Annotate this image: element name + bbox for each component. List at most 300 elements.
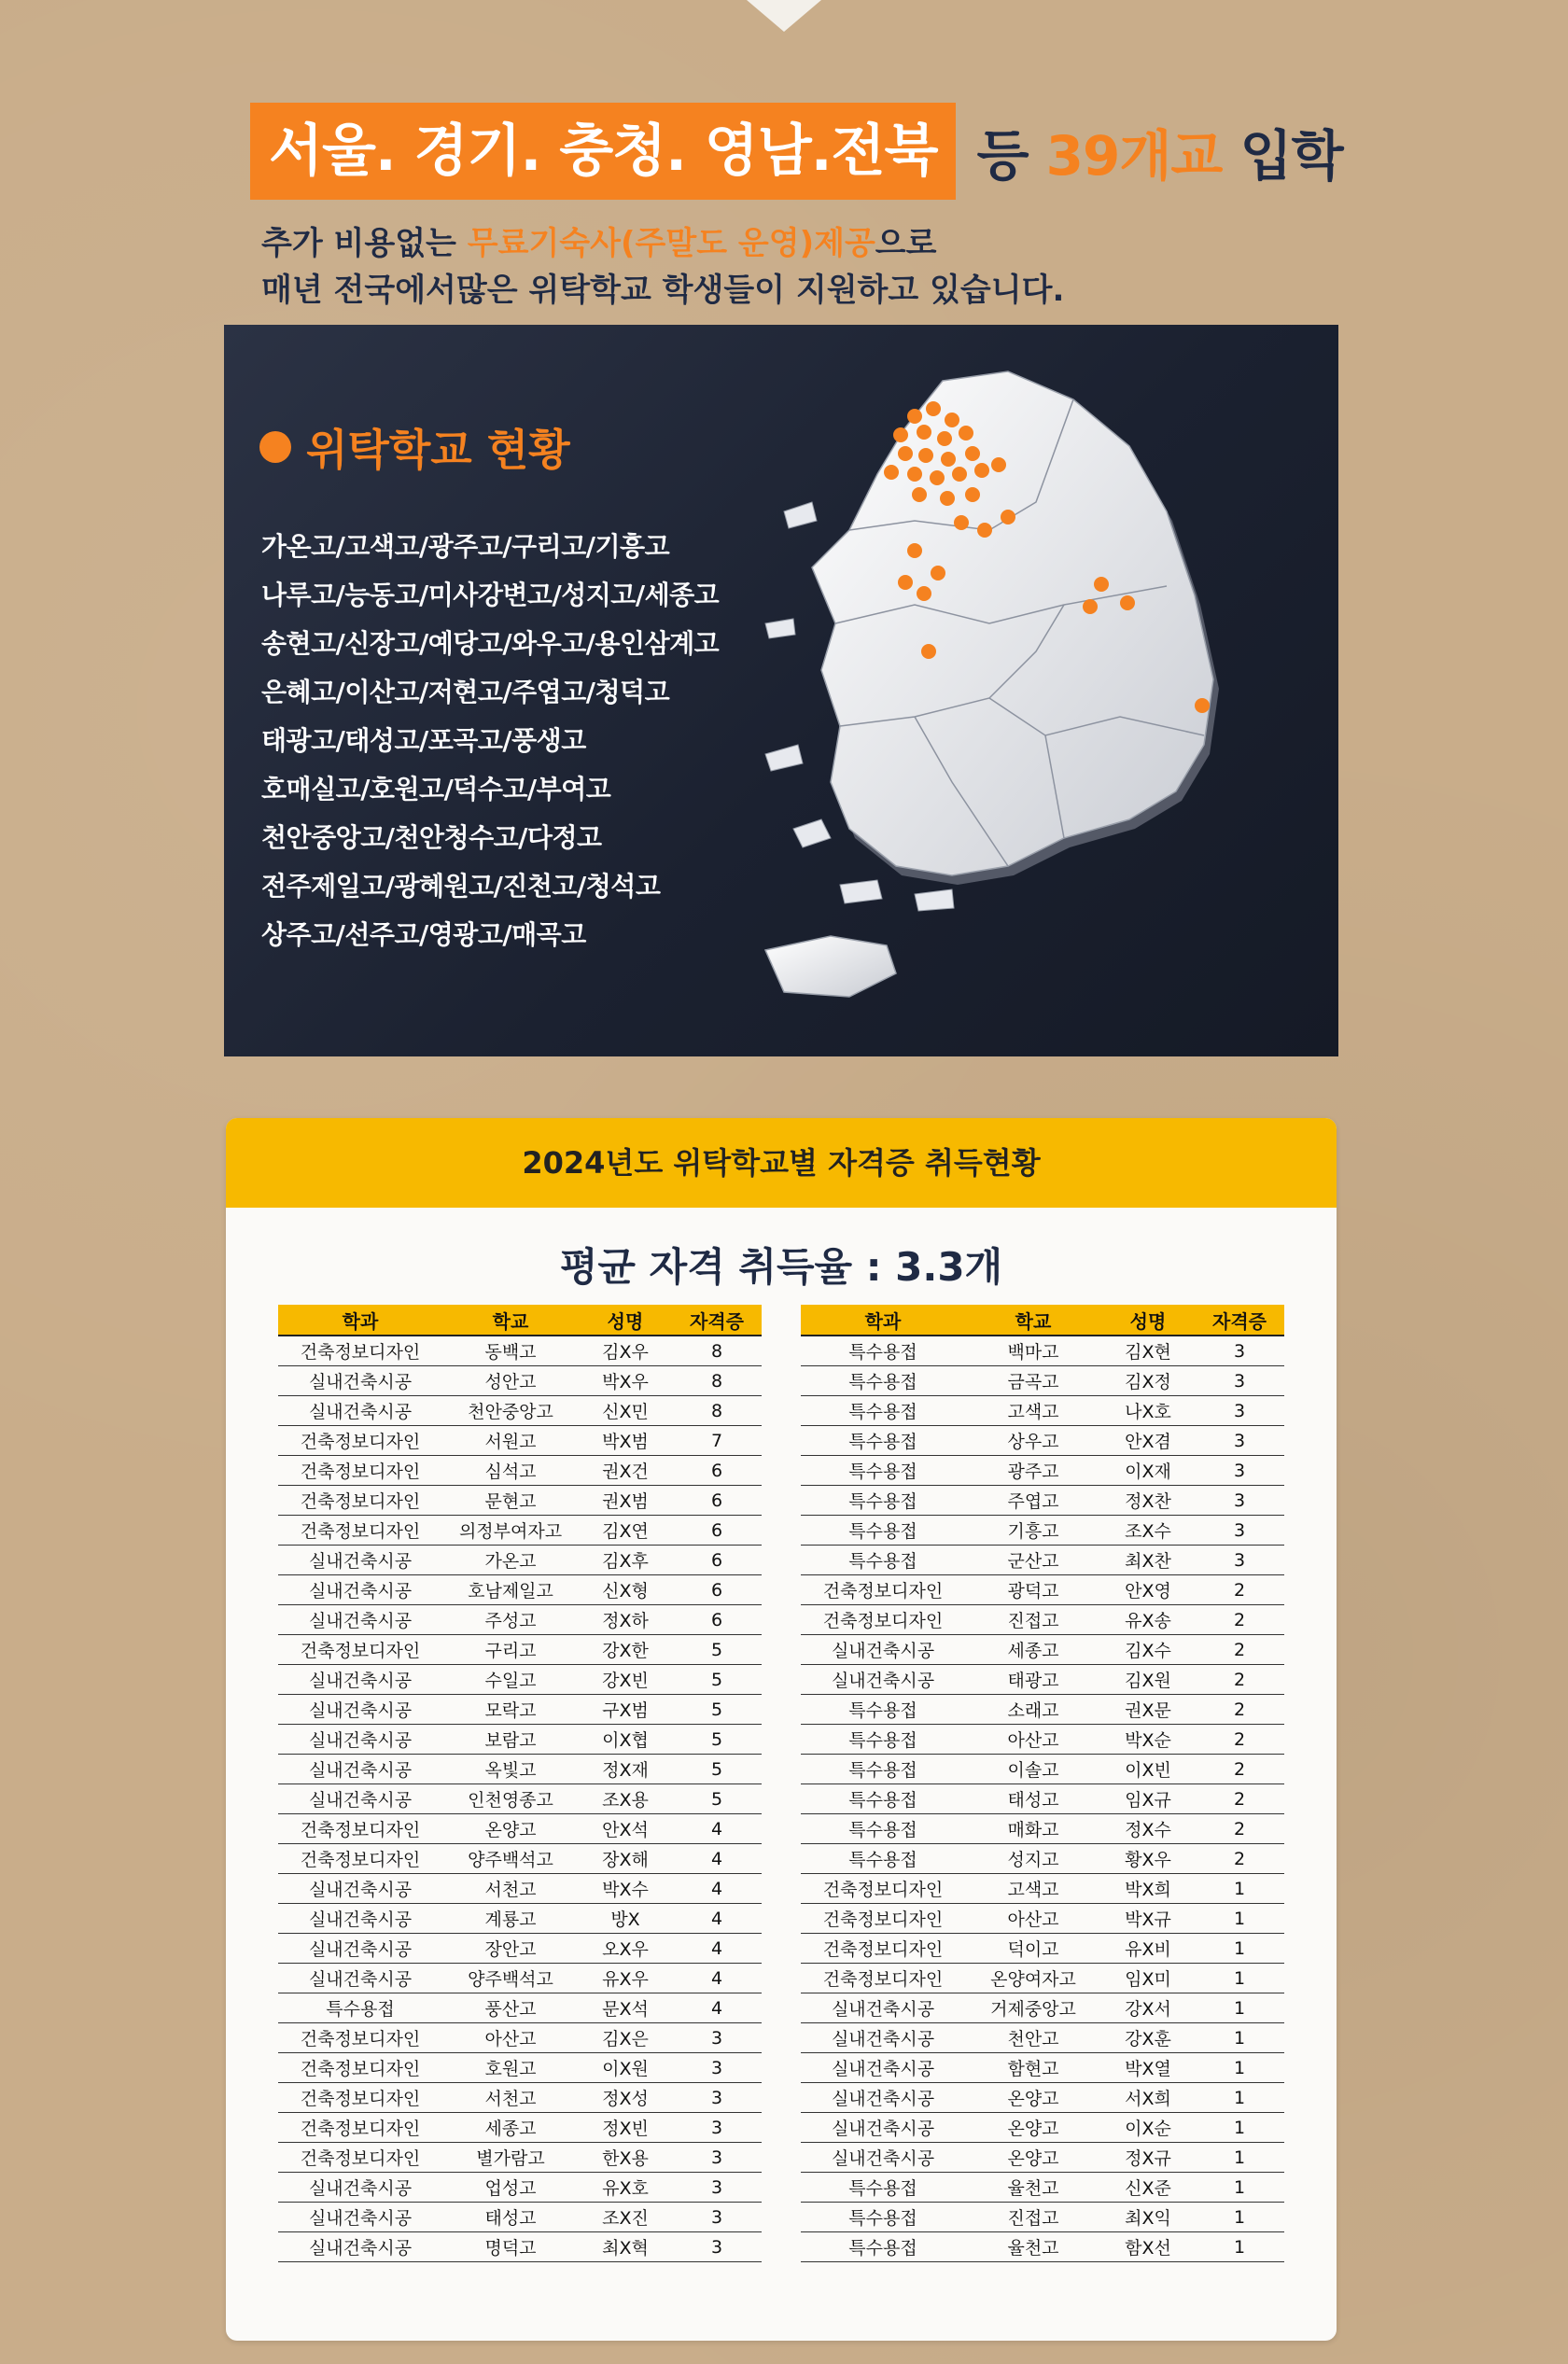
name-cell: 김X현 bbox=[1101, 1336, 1195, 1366]
school-cell: 기흥고 bbox=[965, 1516, 1101, 1546]
school-cell: 장안고 bbox=[442, 1934, 579, 1964]
table-row bbox=[278, 2113, 762, 2143]
cert-count-cell: 3 bbox=[672, 2023, 762, 2053]
name-cell: 이X협 bbox=[579, 1725, 672, 1755]
table-row bbox=[801, 1844, 1284, 1874]
dept-cell: 실내건축시공 bbox=[801, 2053, 965, 2083]
table-row bbox=[278, 2143, 762, 2173]
school-cell: 태성고 bbox=[965, 1784, 1101, 1814]
school-cell: 태광고 bbox=[965, 1665, 1101, 1695]
name-cell: 권X건 bbox=[579, 1456, 672, 1486]
school-cell: 호원고 bbox=[442, 2053, 579, 2083]
certificate-table-left bbox=[278, 1305, 762, 2262]
cert-count-cell: 1 bbox=[1195, 1993, 1284, 2023]
dept-cell: 특수용접 bbox=[801, 1426, 965, 1456]
name-cell: 유X송 bbox=[1101, 1605, 1195, 1635]
cert-count-cell: 7 bbox=[672, 1426, 762, 1456]
school-cell: 주성고 bbox=[442, 1605, 579, 1635]
table-row bbox=[801, 1575, 1284, 1605]
cert-count-cell: 3 bbox=[1195, 1336, 1284, 1366]
school-cell: 수일고 bbox=[442, 1665, 579, 1695]
cert-count-cell: 4 bbox=[672, 1964, 762, 1993]
school-cell: 금곡고 bbox=[965, 1366, 1101, 1396]
school-cell: 온양고 bbox=[442, 1814, 579, 1844]
bullet-dot-icon bbox=[259, 431, 291, 463]
school-list-line: 가온고/고색고/광주고/구리고/기흥고 bbox=[261, 531, 670, 562]
col-header-name: 성명 bbox=[579, 1305, 672, 1336]
col-header-certs: 자격증 bbox=[1195, 1305, 1284, 1336]
table-row bbox=[801, 2113, 1284, 2143]
dept-cell: 실내건축시공 bbox=[278, 1665, 442, 1695]
cert-count-cell: 3 bbox=[672, 2083, 762, 2113]
cert-count-cell: 6 bbox=[672, 1575, 762, 1605]
dept-cell: 특수용접 bbox=[801, 1486, 965, 1516]
name-cell: 유X우 bbox=[579, 1964, 672, 1993]
school-cell: 덕이고 bbox=[965, 1934, 1101, 1964]
school-cell: 옥빛고 bbox=[442, 1755, 579, 1784]
intro-line-1-a: 추가 비용없는 bbox=[261, 225, 468, 262]
headline-count: 39개교 bbox=[1045, 124, 1223, 188]
school-cell: 계룡고 bbox=[442, 1904, 579, 1934]
name-cell: 조X진 bbox=[579, 2203, 672, 2232]
school-cell: 거제중앙고 bbox=[965, 1993, 1101, 2023]
name-cell: 권X문 bbox=[1101, 1695, 1195, 1725]
name-cell: 조X용 bbox=[579, 1784, 672, 1814]
table-row bbox=[278, 1546, 762, 1575]
table-row bbox=[801, 2143, 1284, 2173]
dept-cell: 특수용접 bbox=[801, 1546, 965, 1575]
table-row bbox=[801, 1755, 1284, 1784]
name-cell: 김X은 bbox=[579, 2023, 672, 2053]
dept-cell: 실내건축시공 bbox=[278, 1546, 442, 1575]
school-cell: 광덕고 bbox=[965, 1575, 1101, 1605]
table-row bbox=[278, 1336, 762, 1366]
dept-cell: 건축정보디자인 bbox=[801, 1964, 965, 1993]
school-cell: 성지고 bbox=[965, 1844, 1101, 1874]
name-cell: 강X훈 bbox=[1101, 2023, 1195, 2053]
table-row bbox=[801, 2173, 1284, 2203]
name-cell: 정X재 bbox=[579, 1755, 672, 1784]
school-cell: 보람고 bbox=[442, 1725, 579, 1755]
table-row bbox=[801, 2053, 1284, 2083]
cert-count-cell: 1 bbox=[1195, 1874, 1284, 1904]
panel-title-text: 위탁학교 현황 bbox=[306, 425, 570, 475]
name-cell: 권X범 bbox=[579, 1486, 672, 1516]
table-row bbox=[801, 1665, 1284, 1695]
table-row bbox=[278, 1605, 762, 1635]
col-header-dept: 학과 bbox=[801, 1305, 965, 1336]
dept-cell: 건축정보디자인 bbox=[801, 1605, 965, 1635]
name-cell: 김X우 bbox=[579, 1336, 672, 1366]
dept-cell: 특수용접 bbox=[801, 1336, 965, 1366]
name-cell: 정X빈 bbox=[579, 2113, 672, 2143]
certificate-table-card bbox=[226, 1118, 1337, 2341]
average-rate: 평균 자격 취득율 : 3.3개 bbox=[559, 1244, 1003, 1290]
school-cell: 소래고 bbox=[965, 1695, 1101, 1725]
name-cell: 신X준 bbox=[1101, 2173, 1195, 2203]
cert-count-cell: 1 bbox=[1195, 2232, 1284, 2262]
table-row bbox=[801, 1605, 1284, 1635]
cert-count-cell: 6 bbox=[672, 1516, 762, 1546]
table-row bbox=[801, 1993, 1284, 2023]
cert-count-cell: 8 bbox=[672, 1396, 762, 1426]
cert-count-cell: 5 bbox=[672, 1784, 762, 1814]
dept-cell: 건축정보디자인 bbox=[278, 1814, 442, 1844]
school-cell: 의정부여자고 bbox=[442, 1516, 579, 1546]
dept-cell: 건축정보디자인 bbox=[278, 1456, 442, 1486]
name-cell: 서X희 bbox=[1101, 2083, 1195, 2113]
name-cell: 안X석 bbox=[579, 1814, 672, 1844]
school-list-line: 은혜고/이산고/저현고/주엽고/청덕고 bbox=[261, 677, 670, 707]
cert-count-cell: 3 bbox=[1195, 1426, 1284, 1456]
dept-cell: 특수용접 bbox=[801, 2203, 965, 2232]
name-cell: 정X규 bbox=[1101, 2143, 1195, 2173]
table-row bbox=[801, 2232, 1284, 2262]
intro-line-2: 매년 전국에서많은 위탁학교 학생들이 지원하고 있습니다. bbox=[261, 272, 1065, 309]
cert-count-cell: 3 bbox=[672, 2113, 762, 2143]
cert-count-cell: 1 bbox=[1195, 2203, 1284, 2232]
name-cell: 박X범 bbox=[579, 1426, 672, 1456]
dept-cell: 건축정보디자인 bbox=[278, 1426, 442, 1456]
table-row bbox=[278, 1725, 762, 1755]
dept-cell: 특수용접 bbox=[801, 1695, 965, 1725]
school-cell: 양주백석고 bbox=[442, 1844, 579, 1874]
name-cell: 문X석 bbox=[579, 1993, 672, 2023]
name-cell: 김X후 bbox=[579, 1546, 672, 1575]
school-cell: 모락고 bbox=[442, 1695, 579, 1725]
school-cell: 상우고 bbox=[965, 1426, 1101, 1456]
name-cell: 박X열 bbox=[1101, 2053, 1195, 2083]
table-row bbox=[278, 1934, 762, 1964]
dept-cell: 실내건축시공 bbox=[278, 1575, 442, 1605]
table-row bbox=[801, 1964, 1284, 1993]
name-cell: 구X범 bbox=[579, 1695, 672, 1725]
school-cell: 군산고 bbox=[965, 1546, 1101, 1575]
dept-cell: 건축정보디자인 bbox=[801, 1904, 965, 1934]
dept-cell: 실내건축시공 bbox=[801, 2143, 965, 2173]
dept-cell: 실내건축시공 bbox=[801, 1635, 965, 1665]
cert-count-cell: 1 bbox=[1195, 1934, 1284, 1964]
dept-cell: 실내건축시공 bbox=[278, 1605, 442, 1635]
dept-cell: 건축정보디자인 bbox=[278, 2083, 442, 2113]
cert-count-cell: 3 bbox=[1195, 1396, 1284, 1426]
dept-cell: 특수용접 bbox=[801, 1366, 965, 1396]
cert-count-cell: 2 bbox=[1195, 1695, 1284, 1725]
name-cell: 박X수 bbox=[579, 1874, 672, 1904]
cert-count-cell: 6 bbox=[672, 1456, 762, 1486]
cert-count-cell: 1 bbox=[1195, 2113, 1284, 2143]
school-list-line: 호매실고/호원고/덕수고/부여고 bbox=[261, 774, 611, 804]
cert-count-cell: 3 bbox=[1195, 1516, 1284, 1546]
dept-cell: 특수용접 bbox=[801, 2232, 965, 2262]
korea-map-icon bbox=[728, 343, 1325, 1053]
name-cell: 박X희 bbox=[1101, 1874, 1195, 1904]
name-cell: 이X원 bbox=[579, 2053, 672, 2083]
intro-line-1-accent: 무료기숙사(주말도 운영)제공 bbox=[467, 225, 875, 262]
dept-cell: 실내건축시공 bbox=[801, 2113, 965, 2143]
school-cell: 서천고 bbox=[442, 1874, 579, 1904]
name-cell: 박X규 bbox=[1101, 1904, 1195, 1934]
dept-cell: 건축정보디자인 bbox=[278, 1336, 442, 1366]
school-cell: 세종고 bbox=[965, 1635, 1101, 1665]
school-list-line: 전주제일고/광혜원고/진천고/청석고 bbox=[261, 871, 661, 902]
table-row bbox=[801, 2023, 1284, 2053]
school-cell: 구리고 bbox=[442, 1635, 579, 1665]
intro-line-1-b: 으로 bbox=[875, 225, 937, 262]
cert-count-cell: 2 bbox=[1195, 1665, 1284, 1695]
cert-count-cell: 4 bbox=[672, 1814, 762, 1844]
cert-count-cell: 3 bbox=[1195, 1546, 1284, 1575]
table-row bbox=[278, 1456, 762, 1486]
dept-cell: 실내건축시공 bbox=[278, 2173, 442, 2203]
school-cell: 천안고 bbox=[965, 2023, 1101, 2053]
cert-count-cell: 2 bbox=[1195, 1814, 1284, 1844]
name-cell: 정X성 bbox=[579, 2083, 672, 2113]
cert-count-cell: 5 bbox=[672, 1725, 762, 1755]
dept-cell: 실내건축시공 bbox=[801, 2023, 965, 2053]
cert-count-cell: 1 bbox=[1195, 2173, 1284, 2203]
school-cell: 이솔고 bbox=[965, 1755, 1101, 1784]
cert-count-cell: 1 bbox=[1195, 2083, 1284, 2113]
name-cell: 최X찬 bbox=[1101, 1546, 1195, 1575]
school-cell: 매화고 bbox=[965, 1814, 1101, 1844]
cert-count-cell: 2 bbox=[1195, 1605, 1284, 1635]
school-cell: 양주백석고 bbox=[442, 1964, 579, 1993]
school-cell: 고색고 bbox=[965, 1874, 1101, 1904]
table-row bbox=[278, 1844, 762, 1874]
name-cell: 정X수 bbox=[1101, 1814, 1195, 1844]
school-cell: 천안중앙고 bbox=[442, 1396, 579, 1426]
table-row bbox=[801, 1456, 1284, 1486]
mainland-shape bbox=[812, 371, 1213, 875]
dept-cell: 실내건축시공 bbox=[801, 2083, 965, 2113]
table-row bbox=[801, 1635, 1284, 1665]
dept-cell: 실내건축시공 bbox=[278, 1755, 442, 1784]
name-cell: 정X찬 bbox=[1101, 1486, 1195, 1516]
dept-cell: 실내건축시공 bbox=[278, 1366, 442, 1396]
dept-cell: 실내건축시공 bbox=[278, 2203, 442, 2232]
cert-count-cell: 4 bbox=[672, 1993, 762, 2023]
school-list-line: 나루고/능동고/미사강변고/성지고/세종고 bbox=[261, 580, 720, 610]
dept-cell: 특수용접 bbox=[801, 2173, 965, 2203]
dept-cell: 건축정보디자인 bbox=[801, 1575, 965, 1605]
dept-cell: 특수용접 bbox=[801, 1516, 965, 1546]
cert-count-cell: 5 bbox=[672, 1665, 762, 1695]
school-cell: 인천영종고 bbox=[442, 1784, 579, 1814]
name-cell: 강X빈 bbox=[579, 1665, 672, 1695]
col-header-name: 성명 bbox=[1101, 1305, 1195, 1336]
dept-cell: 건축정보디자인 bbox=[278, 1635, 442, 1665]
table-row bbox=[278, 1814, 762, 1844]
name-cell: 강X서 bbox=[1101, 1993, 1195, 2023]
school-cell: 가온고 bbox=[442, 1546, 579, 1575]
name-cell: 조X수 bbox=[1101, 1516, 1195, 1546]
cert-count-cell: 4 bbox=[672, 1844, 762, 1874]
cert-count-cell: 4 bbox=[672, 1934, 762, 1964]
school-list-line: 상주고/선주고/영광고/매곡고 bbox=[261, 919, 586, 950]
dept-cell: 특수용접 bbox=[801, 1844, 965, 1874]
school-cell: 서원고 bbox=[442, 1426, 579, 1456]
dept-cell: 실내건축시공 bbox=[278, 1784, 442, 1814]
panel-title bbox=[259, 416, 570, 478]
school-list-line: 태광고/태성고/포곡고/풍생고 bbox=[261, 725, 586, 756]
table-row bbox=[278, 1904, 762, 1934]
cert-count-cell: 3 bbox=[672, 2232, 762, 2262]
cert-count-cell: 2 bbox=[1195, 1635, 1284, 1665]
name-cell: 최X익 bbox=[1101, 2203, 1195, 2232]
table-row bbox=[278, 1993, 762, 2023]
table-row bbox=[278, 1755, 762, 1784]
dept-cell: 실내건축시공 bbox=[801, 1993, 965, 2023]
cert-count-cell: 3 bbox=[1195, 1366, 1284, 1396]
name-cell: 최X혁 bbox=[579, 2232, 672, 2262]
name-cell: 박X순 bbox=[1101, 1725, 1195, 1755]
name-cell: 유X호 bbox=[579, 2173, 672, 2203]
table-row bbox=[278, 1964, 762, 1993]
school-cell: 별가람고 bbox=[442, 2143, 579, 2173]
table-row bbox=[801, 1934, 1284, 1964]
table-row bbox=[278, 2023, 762, 2053]
cert-count-cell: 5 bbox=[672, 1635, 762, 1665]
dept-cell: 특수용접 bbox=[801, 1814, 965, 1844]
name-cell: 이X순 bbox=[1101, 2113, 1195, 2143]
dept-cell: 특수용접 bbox=[801, 1755, 965, 1784]
school-cell: 아산고 bbox=[965, 1904, 1101, 1934]
school-cell: 성안고 bbox=[442, 1366, 579, 1396]
dept-cell: 건축정보디자인 bbox=[278, 1516, 442, 1546]
table-row bbox=[278, 2203, 762, 2232]
school-cell: 업성고 bbox=[442, 2173, 579, 2203]
school-cell: 율천고 bbox=[965, 2173, 1101, 2203]
cert-count-cell: 2 bbox=[1195, 1755, 1284, 1784]
table-row bbox=[278, 2083, 762, 2113]
name-cell: 안X겸 bbox=[1101, 1426, 1195, 1456]
table-row bbox=[278, 1575, 762, 1605]
table-row bbox=[801, 1904, 1284, 1934]
table-row bbox=[801, 1695, 1284, 1725]
name-cell: 신X형 bbox=[579, 1575, 672, 1605]
name-cell: 임X규 bbox=[1101, 1784, 1195, 1814]
cert-count-cell: 8 bbox=[672, 1366, 762, 1396]
table-row bbox=[278, 1366, 762, 1396]
headline bbox=[250, 103, 1343, 200]
cert-count-cell: 1 bbox=[1195, 2053, 1284, 2083]
school-cell: 주엽고 bbox=[965, 1486, 1101, 1516]
col-header-certs: 자격증 bbox=[672, 1305, 762, 1336]
school-cell: 명덕고 bbox=[442, 2232, 579, 2262]
name-cell: 임X미 bbox=[1101, 1964, 1195, 1993]
cert-count-cell: 2 bbox=[1195, 1725, 1284, 1755]
cert-count-cell: 3 bbox=[672, 2173, 762, 2203]
table-row bbox=[801, 1366, 1284, 1396]
school-cell: 온양고 bbox=[965, 2143, 1101, 2173]
dept-cell: 특수용접 bbox=[801, 1725, 965, 1755]
table-row bbox=[278, 2173, 762, 2203]
cert-count-cell: 6 bbox=[672, 1546, 762, 1575]
name-cell: 유X비 bbox=[1101, 1934, 1195, 1964]
school-cell: 풍산고 bbox=[442, 1993, 579, 2023]
school-cell: 세종고 bbox=[442, 2113, 579, 2143]
cert-count-cell: 1 bbox=[1195, 2143, 1284, 2173]
dept-cell: 특수용접 bbox=[801, 1784, 965, 1814]
name-cell: 장X해 bbox=[579, 1844, 672, 1874]
table-row bbox=[801, 1814, 1284, 1844]
table-row bbox=[801, 1725, 1284, 1755]
dept-cell: 실내건축시공 bbox=[801, 1665, 965, 1695]
dept-cell: 실내건축시공 bbox=[278, 1874, 442, 1904]
name-cell: 안X영 bbox=[1101, 1575, 1195, 1605]
school-cell: 심석고 bbox=[442, 1456, 579, 1486]
headline-suffix: 입학 bbox=[1222, 124, 1343, 188]
table-row bbox=[801, 1426, 1284, 1456]
headline-rest bbox=[976, 112, 1342, 190]
school-cell: 태성고 bbox=[442, 2203, 579, 2232]
cert-count-cell: 5 bbox=[672, 1755, 762, 1784]
intro-text bbox=[261, 220, 1064, 314]
table-row bbox=[801, 1396, 1284, 1426]
school-cell: 온양고 bbox=[965, 2113, 1101, 2143]
col-header-dept: 학과 bbox=[278, 1305, 442, 1336]
name-cell: 김X정 bbox=[1101, 1366, 1195, 1396]
cert-count-cell: 1 bbox=[1195, 2023, 1284, 2053]
dept-cell: 건축정보디자인 bbox=[278, 1486, 442, 1516]
table-row bbox=[801, 1516, 1284, 1546]
table-card-header: 2024년도 위탁학교별 자격증 취득현황 bbox=[226, 1118, 1337, 1208]
cert-count-cell: 6 bbox=[672, 1486, 762, 1516]
school-cell: 고색고 bbox=[965, 1396, 1101, 1426]
school-cell: 문현고 bbox=[442, 1486, 579, 1516]
school-cell: 백마고 bbox=[965, 1336, 1101, 1366]
name-cell: 오X우 bbox=[579, 1934, 672, 1964]
dept-cell: 건축정보디자인 bbox=[278, 1844, 442, 1874]
table-row bbox=[801, 2203, 1284, 2232]
school-cell: 아산고 bbox=[965, 1725, 1101, 1755]
dept-cell: 특수용접 bbox=[278, 1993, 442, 2023]
school-cell: 온양여자고 bbox=[965, 1964, 1101, 1993]
school-list-line: 천안중앙고/천안청수고/다정고 bbox=[261, 822, 602, 853]
table-row bbox=[278, 1486, 762, 1516]
cert-count-cell: 3 bbox=[672, 2143, 762, 2173]
dept-cell: 특수용접 bbox=[801, 1396, 965, 1426]
name-cell: 황X우 bbox=[1101, 1844, 1195, 1874]
table-row bbox=[278, 1784, 762, 1814]
school-cell: 진접고 bbox=[965, 1605, 1101, 1635]
cert-count-cell: 2 bbox=[1195, 1844, 1284, 1874]
school-cell: 동백고 bbox=[442, 1336, 579, 1366]
table-row bbox=[278, 1665, 762, 1695]
cert-count-cell: 1 bbox=[1195, 1904, 1284, 1934]
table-row bbox=[278, 1396, 762, 1426]
table-row bbox=[801, 2083, 1284, 2113]
table-row bbox=[801, 1546, 1284, 1575]
name-cell: 나X호 bbox=[1101, 1396, 1195, 1426]
school-cell: 호남제일고 bbox=[442, 1575, 579, 1605]
dept-cell: 실내건축시공 bbox=[278, 1396, 442, 1426]
name-cell: 정X하 bbox=[579, 1605, 672, 1635]
table-row bbox=[801, 1486, 1284, 1516]
table-row bbox=[278, 1426, 762, 1456]
school-list-line: 송현고/신장고/예당고/와우고/용인삼계고 bbox=[261, 628, 720, 659]
cert-count-cell: 2 bbox=[1195, 1575, 1284, 1605]
name-cell: 이X재 bbox=[1101, 1456, 1195, 1486]
table-row bbox=[278, 1695, 762, 1725]
cert-count-cell: 3 bbox=[1195, 1486, 1284, 1516]
school-list bbox=[261, 523, 719, 959]
dept-cell: 실내건축시공 bbox=[278, 2232, 442, 2262]
dept-cell: 실내건축시공 bbox=[278, 1964, 442, 1993]
name-cell: 한X용 bbox=[579, 2143, 672, 2173]
table-row bbox=[801, 1874, 1284, 1904]
